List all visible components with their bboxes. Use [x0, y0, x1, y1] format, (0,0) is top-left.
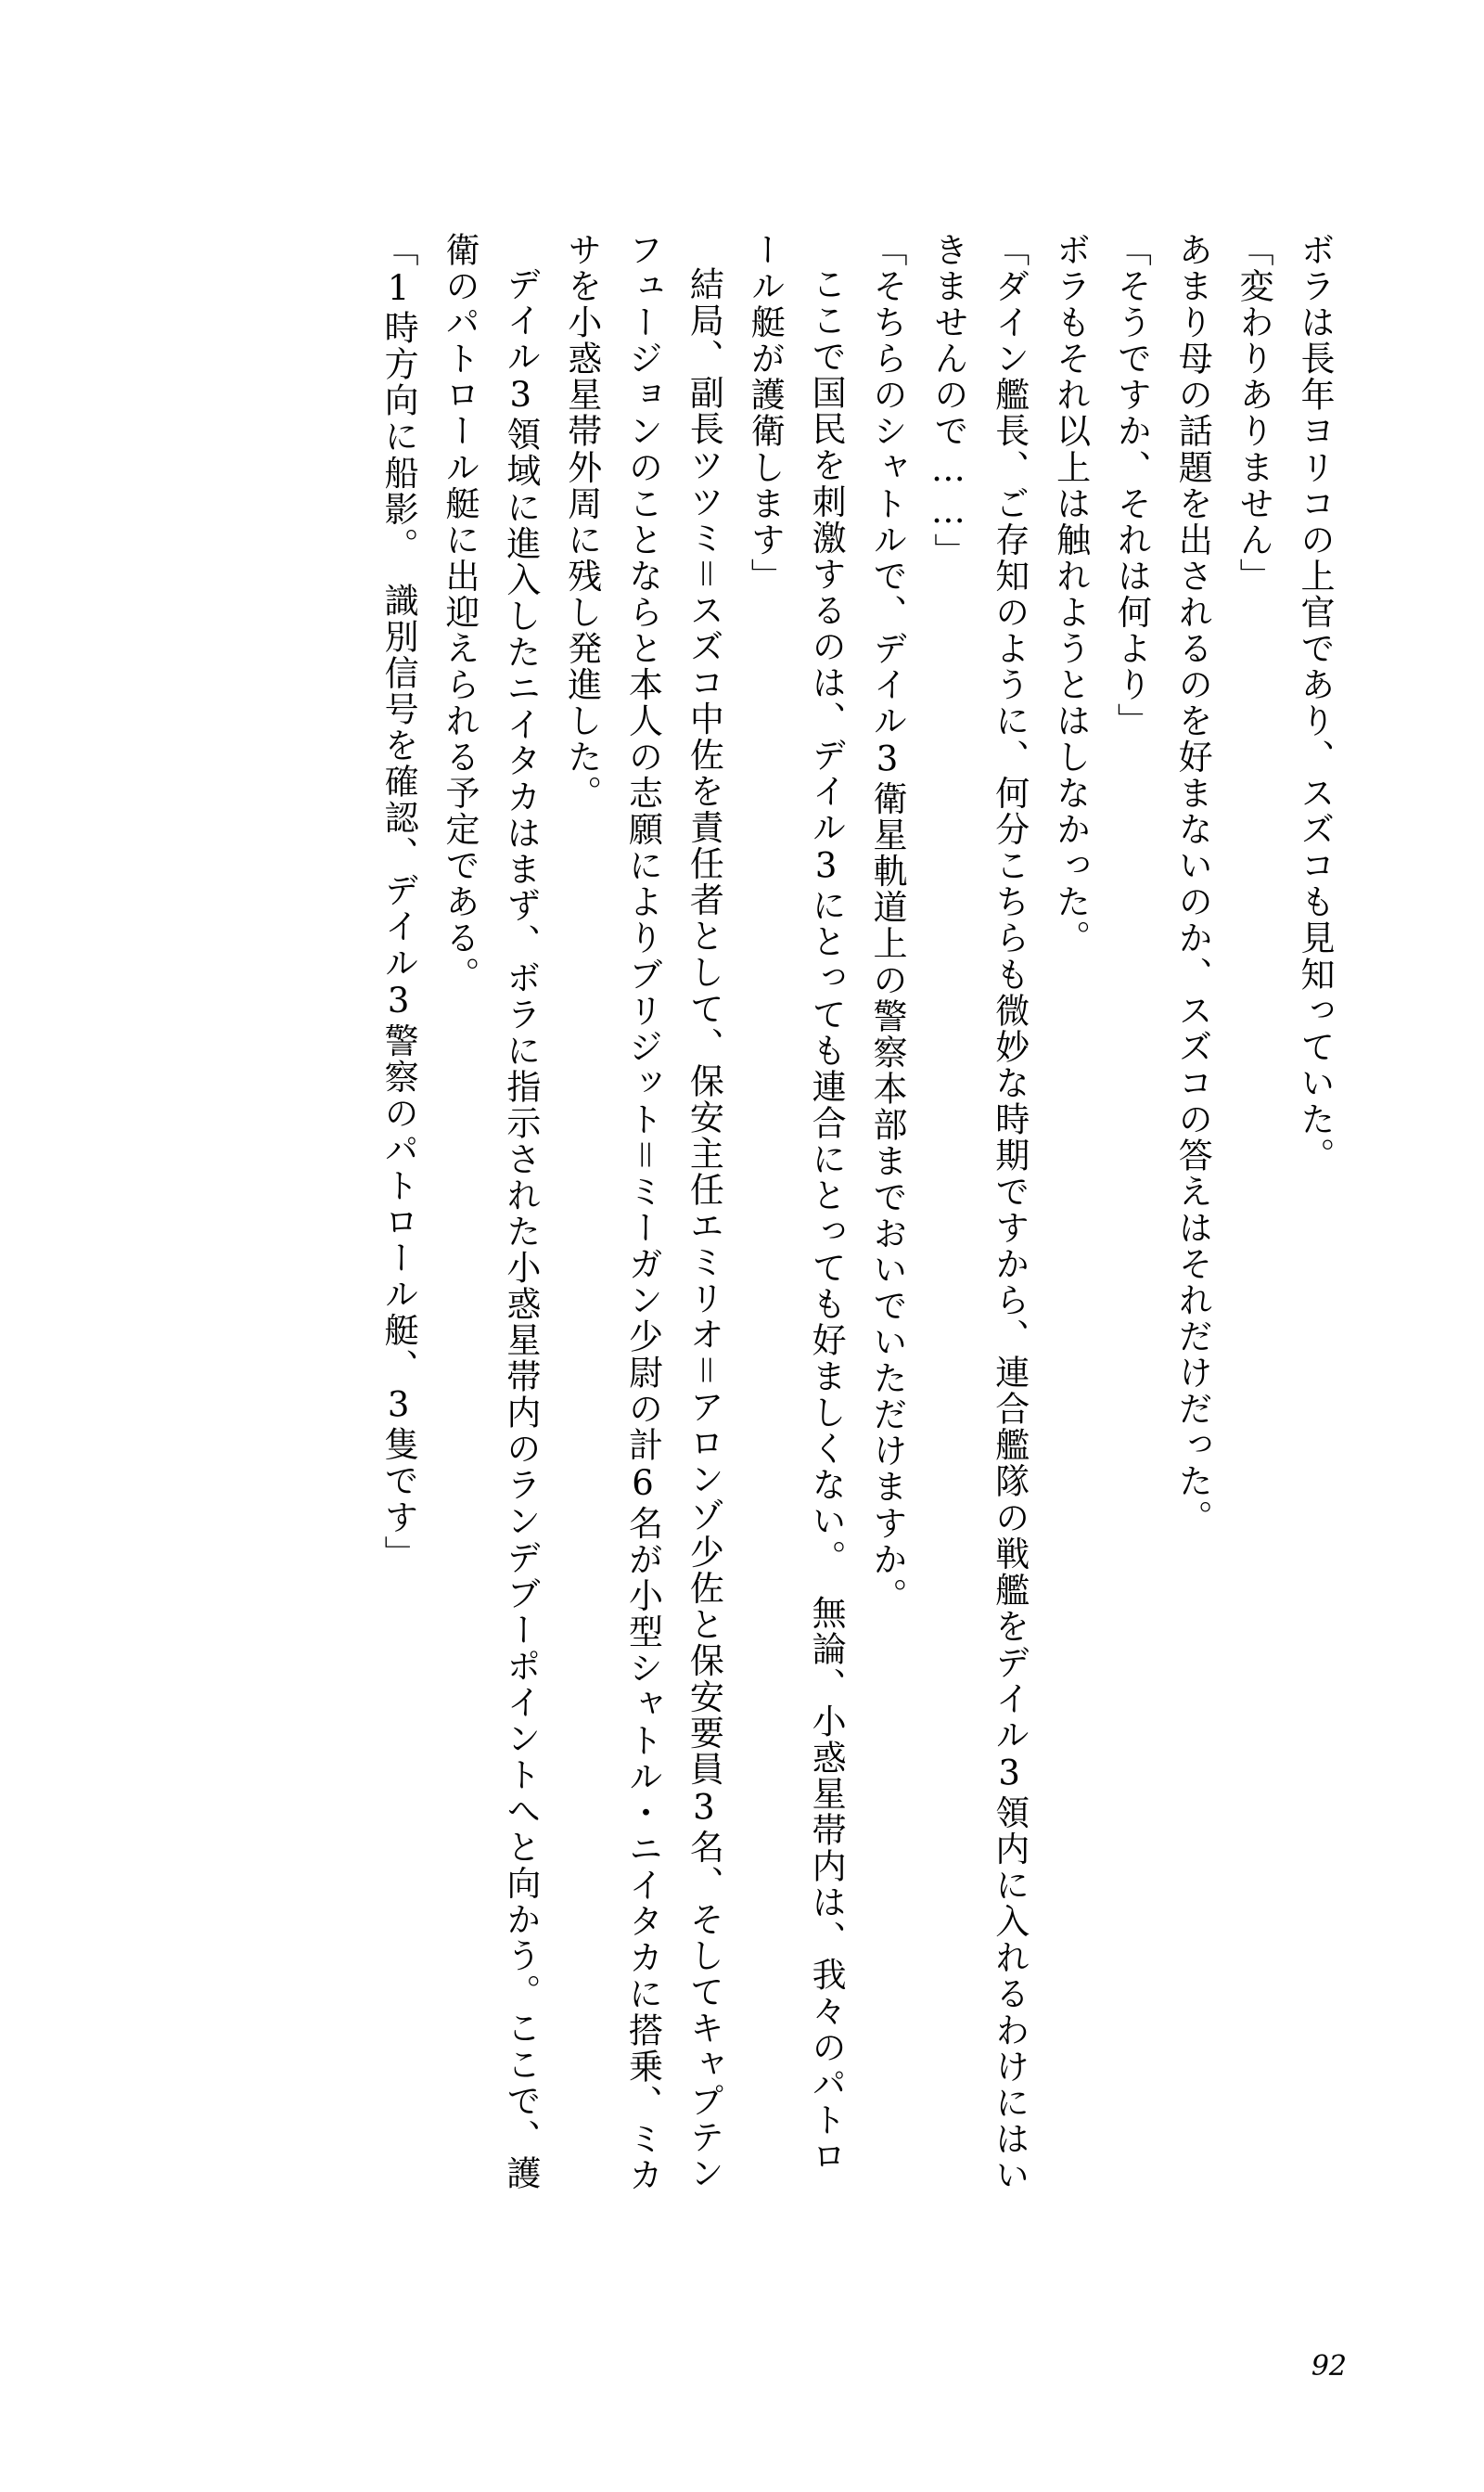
paragraph: 「そうですか、それは何より」 [1111, 232, 1152, 739]
page-number: 92 [1311, 2350, 1347, 2383]
paragraph: 「ダイン艦長、ご存知のように、何分こちらも微妙な時期ですから、連合艦隊の戦艦をデイル3領内に入れるわけにはいきませんので……」 [928, 232, 1030, 2193]
paragraph: ボラは長年ヨリコの上官であり、スズコも見知っていた。 [1295, 232, 1335, 1174]
paragraph: 「1時方向に船影。 識別信号を確認、デイル3警察のパトロール艇、3隻です」 [378, 232, 419, 1572]
paragraph: 結局、副長ツツミ＝スズコ中佐を責任者として、保安主任エミリオ＝アロンゾ少佐と保安要員3名、そしてキャプテンフュージョンのことならと本人の志願によりブリジット＝ミーガン少尉の計6名が小型シャトル・ニイタカに搭乗、ミカサを小惑星帯外周に残し発進した。 [561, 232, 724, 2193]
paragraph: ボラもそれ以上は触れようとはしなかった。 [1050, 232, 1091, 957]
paragraph: あまり母の話題を出されるのを好まないのか、スズコの答えはそれだけだった。 [1172, 232, 1213, 1536]
paragraph: デイル3領域に進入したニイタカはまず、ボラに指示された小惑星帯内のランデブーポイントへと向かう。ここで、護衛のパトロール艇に出迎えられる予定である。 [439, 232, 541, 2191]
paragraph: 「変わりありません」 [1234, 232, 1274, 595]
vertical-text-body [139, 232, 1345, 2208]
paragraph: ここで国民を刺激するのは、デイル3にとっても連合にとっても好ましくない。 無論、小惑星帯内は、我々のパトロール艇が護衛します」 [745, 232, 847, 2175]
paragraph: 「そちらのシャトルで、デイル3衛星軌道上の警察本部までおいでいただけますか。 [866, 232, 907, 1614]
